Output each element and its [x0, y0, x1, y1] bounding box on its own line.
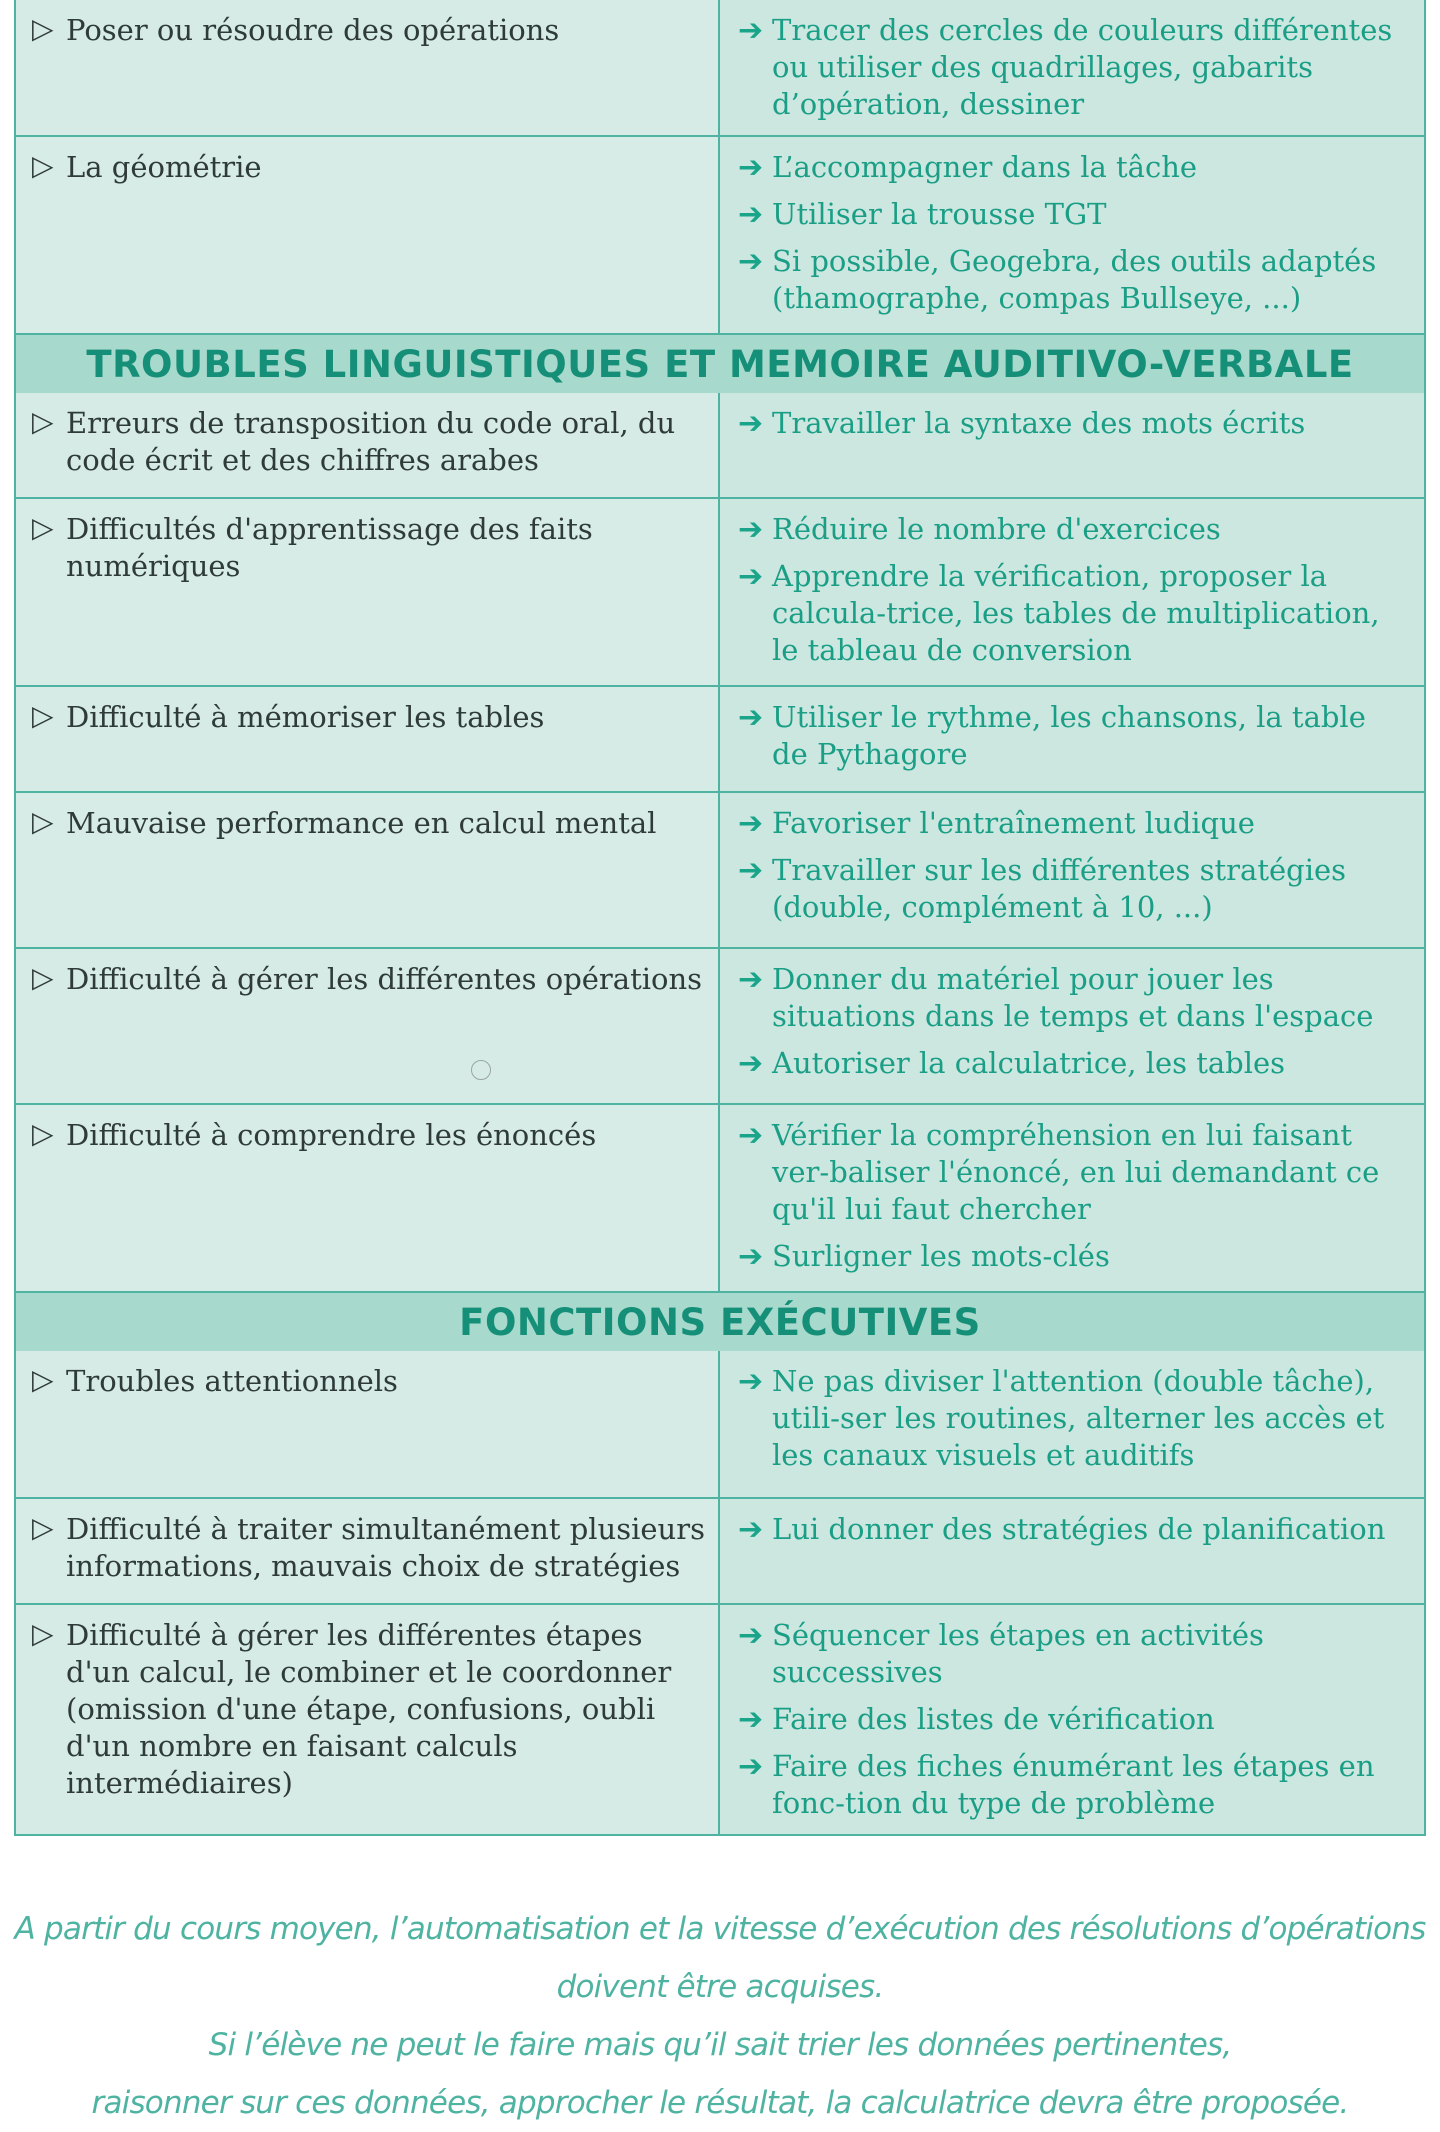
adaptation-text: Réduire le nombre d'exercices — [772, 512, 1221, 546]
circle-mark-icon — [471, 1060, 491, 1080]
difficulty-cell — [16, 687, 720, 791]
triangle-outline-icon: ▷ — [32, 961, 54, 994]
triangle-outline-icon: ▷ — [32, 1617, 54, 1650]
adaptation-item — [738, 852, 1410, 926]
adaptation-item — [738, 196, 1410, 233]
difficulty-cell — [16, 1499, 720, 1603]
adaptation-text: L’accompagner dans la tâche — [772, 150, 1198, 184]
difficulty-cell — [16, 1351, 720, 1497]
adaptation-cell — [720, 0, 1424, 135]
bold-arrow-right-icon: ➔ — [738, 1618, 764, 1653]
triangle-outline-icon: ▷ — [32, 1363, 54, 1396]
triangle-outline-icon: ▷ — [32, 149, 54, 182]
table-row — [16, 497, 1424, 685]
bold-arrow-right-icon: ➔ — [738, 853, 764, 888]
bold-arrow-right-icon: ➔ — [738, 1364, 764, 1399]
footer-line-2: Si l’élève ne peut le faire mais qu’il sait trier les données pertinentes, — [208, 2027, 1232, 2063]
difficulty-text: Erreurs de transposition du code oral, du code écrit et des chiffres arabes — [66, 406, 676, 477]
triangle-outline-icon: ▷ — [32, 1117, 54, 1150]
difficulty-text: Difficulté à gérer les différentes opérations — [66, 962, 703, 996]
adaptation-cell — [720, 1605, 1424, 1834]
adaptation-text: Ne pas diviser l'attention (double tâche), utili-ser les routines, alterner les accès et les canaux visuels et auditifs — [772, 1364, 1385, 1472]
footer-line-1: A partir du cours moyen, l’automatisation et la vitesse d’exécution des résolutions d’opérations doivent être acquises. — [14, 1911, 1426, 2005]
adaptation-cell — [720, 499, 1424, 685]
difficulty-cell — [16, 1605, 720, 1834]
table-row — [16, 685, 1424, 791]
difficulty-text: Difficulté à comprendre les énoncés — [66, 1118, 597, 1152]
triangle-outline-icon: ▷ — [32, 805, 54, 838]
adaptation-item — [738, 1117, 1410, 1228]
difficulty-cell — [16, 0, 720, 135]
adaptation-text: Apprendre la vérification, proposer la calcula-trice, les tables de multiplication, le tableau de conversion — [772, 559, 1380, 667]
adaptation-item — [738, 699, 1410, 773]
bold-arrow-right-icon: ➔ — [738, 559, 764, 594]
adaptation-cell — [720, 1105, 1424, 1291]
difficulty-text: Difficultés d'apprentissage des faits numériques — [66, 512, 593, 583]
table-row — [16, 393, 1424, 497]
adaptation-cell — [720, 949, 1424, 1103]
table-row — [16, 135, 1424, 333]
adaptation-text: Autoriser la calculatrice, les tables — [772, 1046, 1286, 1080]
section-header-troubles-linguistiques: TROUBLES LINGUISTIQUES ET MEMOIRE AUDITIVO-VERBALE — [16, 333, 1424, 393]
adaptation-cell — [720, 393, 1424, 497]
bold-arrow-right-icon: ➔ — [738, 1046, 764, 1081]
bold-arrow-right-icon: ➔ — [738, 806, 764, 841]
adaptation-cell — [720, 687, 1424, 791]
adaptation-text: Donner du matériel pour jouer les situations dans le temps et dans l'espace — [772, 962, 1374, 1033]
adaptation-cell — [720, 137, 1424, 333]
difficulty-text: Difficulté à mémoriser les tables — [66, 700, 545, 734]
difficulty-text: Poser ou résoudre des opérations — [66, 13, 560, 47]
difficulty-cell — [16, 793, 720, 947]
bold-arrow-right-icon: ➔ — [738, 406, 764, 441]
table-row — [16, 791, 1424, 947]
footer-note — [0, 1900, 1440, 2132]
adaptation-text: Tracer des cercles de couleurs différentes ou utiliser des quadrillages, gabarits d’opération, dessiner — [772, 13, 1393, 121]
bold-arrow-right-icon: ➔ — [738, 700, 764, 735]
adaptation-text: Travailler la syntaxe des mots écrits — [772, 406, 1306, 440]
table-row — [16, 1603, 1424, 1834]
adaptation-item — [738, 149, 1410, 186]
adaptation-text: Lui donner des stratégies de planification — [772, 1512, 1386, 1546]
difficulty-text: Mauvaise performance en calcul mental — [66, 806, 657, 840]
triangle-outline-icon: ▷ — [32, 511, 54, 544]
adaptation-text: Favoriser l'entraînement ludique — [772, 806, 1255, 840]
table-row — [16, 1351, 1424, 1497]
adaptation-item — [738, 1238, 1410, 1275]
difficulty-text: La géométrie — [66, 150, 262, 184]
adaptation-item — [738, 511, 1410, 548]
adaptation-text: Si possible, Geogebra, des outils adaptés (thamographe, compas Bullseye, ...) — [772, 244, 1377, 315]
adaptation-item — [738, 961, 1410, 1035]
adaptation-item — [738, 1511, 1410, 1548]
adaptation-text: Utiliser le rythme, les chansons, la table de Pythagore — [772, 700, 1366, 771]
adaptation-text: Utiliser la trousse TGT — [772, 197, 1107, 231]
adaptation-item — [738, 1617, 1410, 1691]
adaptation-text: Faire des fiches énumérant les étapes en fonc-tion du type de problème — [772, 1749, 1375, 1820]
triangle-outline-icon: ▷ — [32, 699, 54, 732]
table-row — [16, 0, 1424, 135]
triangle-outline-icon: ▷ — [32, 1511, 54, 1544]
adaptation-item — [738, 1363, 1410, 1474]
adaptation-cell — [720, 1499, 1424, 1603]
difficulty-text: Difficulté à gérer les différentes étapes d'un calcul, le combiner et le coordonner (omission d'une étape, confusions, oubli d'un nombre en faisant calculs intermédiaires) — [66, 1618, 672, 1800]
adaptation-item — [738, 805, 1410, 842]
difficulty-text: Troubles attentionnels — [66, 1364, 398, 1398]
difficulty-cell — [16, 1105, 720, 1291]
bold-arrow-right-icon: ➔ — [738, 1702, 764, 1737]
adaptation-text: Vérifier la compréhension en lui faisant ver-baliser l'énoncé, en lui demandant ce qu'il lui faut chercher — [772, 1118, 1380, 1226]
table-row — [16, 1497, 1424, 1603]
difficulty-cell — [16, 137, 720, 333]
adaptation-text: Surligner les mots-clés — [772, 1239, 1110, 1273]
bold-arrow-right-icon: ➔ — [738, 13, 764, 48]
difficulty-text: Difficulté à traiter simultanément plusieurs informations, mauvais choix de stratégies — [66, 1512, 705, 1583]
difficulty-cell — [16, 393, 720, 497]
adaptations-table — [14, 0, 1426, 1836]
adaptation-item — [738, 1045, 1410, 1082]
adaptation-text: Séquencer les étapes en activités successives — [772, 1618, 1264, 1689]
table-row — [16, 947, 1424, 1103]
bold-arrow-right-icon: ➔ — [738, 1118, 764, 1153]
triangle-outline-icon: ▷ — [32, 405, 54, 438]
adaptation-item — [738, 405, 1410, 442]
footer-line-3: raisonner sur ces données, approcher le résultat, la calculatrice devra être proposée. — [91, 2085, 1349, 2121]
adaptation-cell — [720, 1351, 1424, 1497]
bold-arrow-right-icon: ➔ — [738, 1239, 764, 1274]
adaptation-item — [738, 1701, 1410, 1738]
adaptation-item — [738, 243, 1410, 317]
bold-arrow-right-icon: ➔ — [738, 512, 764, 547]
bold-arrow-right-icon: ➔ — [738, 1512, 764, 1547]
triangle-outline-icon: ▷ — [32, 12, 54, 45]
bold-arrow-right-icon: ➔ — [738, 150, 764, 185]
bold-arrow-right-icon: ➔ — [738, 197, 764, 232]
bold-arrow-right-icon: ➔ — [738, 1749, 764, 1784]
section-header-fonctions-executives: FONCTIONS EXÉCUTIVES — [16, 1291, 1424, 1351]
difficulty-cell — [16, 949, 720, 1103]
adaptation-cell — [720, 793, 1424, 947]
bold-arrow-right-icon: ➔ — [738, 962, 764, 997]
table-row — [16, 1103, 1424, 1291]
difficulty-cell — [16, 499, 720, 685]
adaptation-text: Faire des listes de vérification — [772, 1702, 1215, 1736]
adaptation-item — [738, 1748, 1410, 1822]
adaptation-item — [738, 12, 1410, 123]
bold-arrow-right-icon: ➔ — [738, 244, 764, 279]
adaptation-text: Travailler sur les différentes stratégies (double, complément à 10, ...) — [772, 853, 1347, 924]
adaptation-item — [738, 558, 1410, 669]
